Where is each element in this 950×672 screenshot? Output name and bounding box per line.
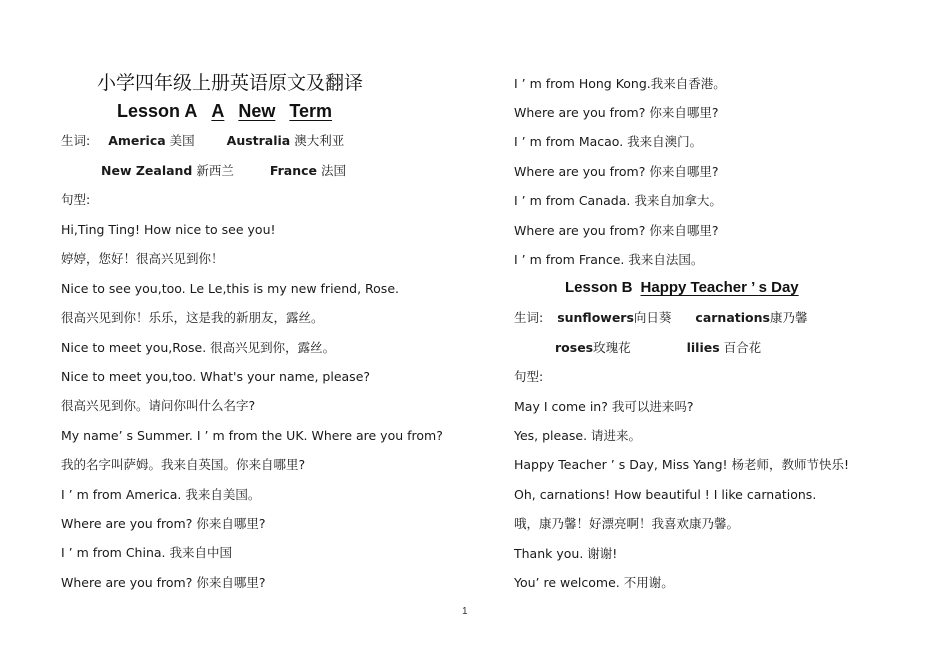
dialogue-line: I ’ m from Hong Kong.我来自香港。 xyxy=(514,76,726,91)
vocab-word: Australia xyxy=(226,133,291,148)
vocab-label: 生词: xyxy=(514,310,544,325)
vocab-translation: 新西兰 xyxy=(196,163,234,178)
dialogue-line: Nice to meet you,too. What's your name, please? xyxy=(61,369,371,384)
lesson-b-title: Happy Teacher ’ s Day xyxy=(640,279,799,296)
dialogue-line: I ’ m from China. 我来自中国 xyxy=(61,545,232,560)
vocab-translation: 澳大利亚 xyxy=(294,133,345,148)
lesson-a-title: A New Term xyxy=(211,101,333,121)
vocab-row xyxy=(101,163,346,179)
dialogue-line: I ’ m from America. 我来自美国。 xyxy=(61,487,261,502)
vocab-word: carnations xyxy=(695,310,770,325)
document-title: 小学四年级上册英语原文及翻译 xyxy=(97,72,364,94)
vocab-row xyxy=(514,310,807,326)
dialogue-line: Hi,Ting Ting! How nice to see you! xyxy=(61,222,276,237)
dialogue-line: My name’ s Summer. I ’ m from the UK. Where are you from? xyxy=(61,428,443,443)
dialogue-line: Where are you from? 你来自哪里? xyxy=(514,223,719,238)
dialogue-line: May I come in? 我可以进来吗? xyxy=(514,399,694,414)
dialogue-line: 很高兴见到你！乐乐，这是我的新朋友，露丝。 xyxy=(61,310,324,325)
page-number: 1 xyxy=(462,606,468,617)
dialogue-line: Where are you from? 你来自哪里? xyxy=(61,516,266,531)
dialogue-line: 哦，康乃馨！好漂亮啊！我喜欢康乃馨。 xyxy=(514,516,740,531)
vocab-word: sunflowers xyxy=(557,310,634,325)
dialogue-line: Yes, please. 请进来。 xyxy=(514,428,642,443)
lesson-a-heading xyxy=(117,101,332,122)
dialogue-line: Oh, carnations! How beautiful ! I like carnations. xyxy=(514,487,817,502)
lesson-a-prefix: Lesson A xyxy=(117,101,198,121)
dialogue-line: Happy Teacher ’ s Day, Miss Yang! 杨老师，教师节快乐! xyxy=(514,457,850,472)
vocab-word: New Zealand xyxy=(101,163,193,178)
dialogue-line: You’ re welcome. 不用谢。 xyxy=(514,575,674,590)
dialogue-line: Where are you from? 你来自哪里? xyxy=(514,105,719,120)
vocab-word: roses xyxy=(555,340,594,355)
dialogue-line: Nice to see you,too. Le Le,this is my new friend, Rose. xyxy=(61,281,399,296)
lesson-b-heading xyxy=(565,279,799,296)
vocab-translation: 百合花 xyxy=(723,340,762,355)
dialogue-line: Where are you from? 你来自哪里? xyxy=(61,575,266,590)
vocab-translation: 法国 xyxy=(320,163,346,178)
dialogue-line: 婷婷，您好！很高兴见到你！ xyxy=(61,251,224,266)
lesson-b-prefix: Lesson B xyxy=(565,279,633,296)
vocab-row xyxy=(555,340,761,356)
sentence-label: 句型: xyxy=(514,369,544,384)
dialogue-line: I ’ m from Macao. 我来自澳门。 xyxy=(514,134,703,149)
vocab-word: France xyxy=(269,163,317,178)
sentence-label: 句型: xyxy=(61,192,91,207)
dialogue-line: Where are you from? 你来自哪里? xyxy=(514,164,719,179)
dialogue-line: 我的名字叫萨姆。我来自英国。你来自哪里? xyxy=(61,457,306,472)
vocab-word: America xyxy=(108,133,166,148)
vocab-word: lilies xyxy=(686,340,720,355)
vocab-label: 生词: xyxy=(61,133,91,148)
dialogue-line: 很高兴见到你。请问你叫什么名字? xyxy=(61,398,256,413)
dialogue-line: Thank you. 谢谢! xyxy=(514,546,618,561)
vocab-translation: 向日葵 xyxy=(633,310,672,325)
vocab-row xyxy=(61,133,344,149)
dialogue-line: I ’ m from France. 我来自法国。 xyxy=(514,252,704,267)
vocab-translation: 玫瑰花 xyxy=(593,340,631,355)
dialogue-line: Nice to meet you,Rose. 很高兴见到你，露丝。 xyxy=(61,340,336,355)
vocab-translation: 康乃馨 xyxy=(769,310,808,325)
vocab-translation: 美国 xyxy=(169,133,195,148)
dialogue-line: I ’ m from Canada. 我来自加拿大。 xyxy=(514,193,722,208)
